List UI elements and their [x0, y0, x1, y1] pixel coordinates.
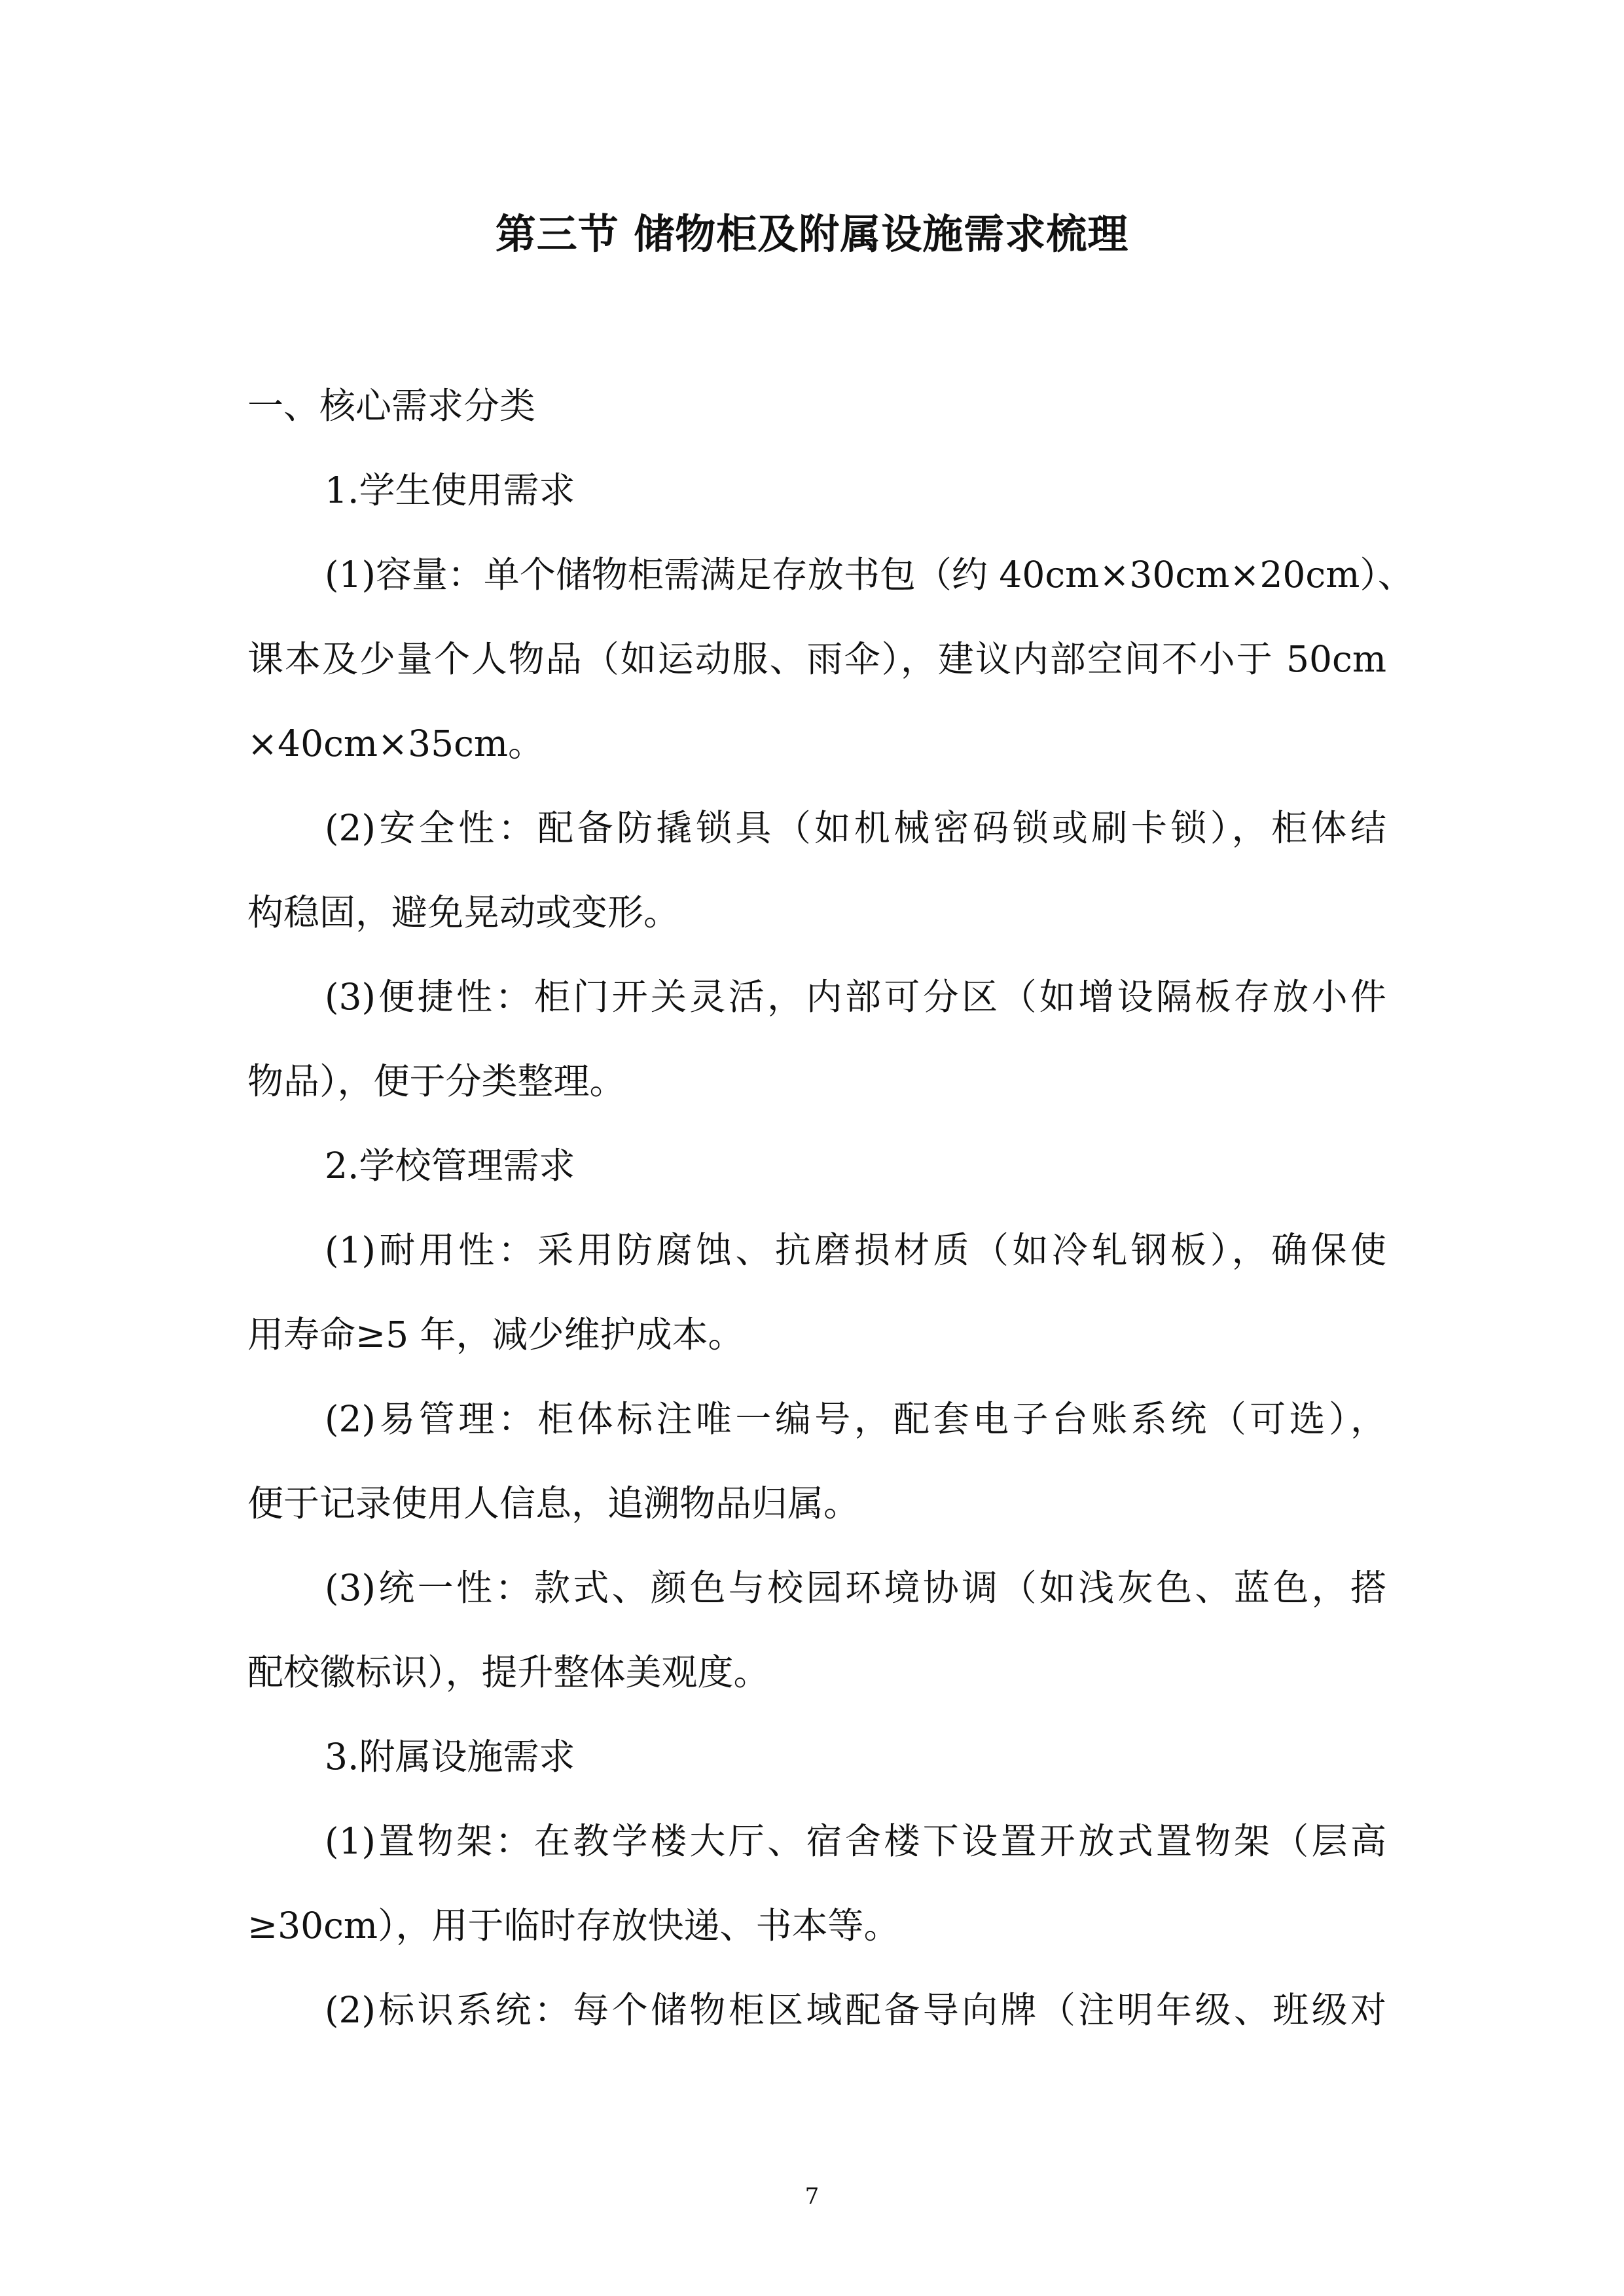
paragraph-line: (3)便捷性：柜门开关灵活，内部可分区（如增设隔板存放小件 [325, 976, 1386, 1018]
paragraph-line: (1)容量：单个储物柜需满足存放书包（约 40cm×30cm×20cm）、 [325, 554, 1414, 596]
paragraph-line: 物品），便于分类整理。 [247, 1060, 626, 1102]
paragraph-line: 便于记录使用人信息，追溯物品归属。 [247, 1482, 860, 1524]
section-title: 第三节 储物柜及附属设施需求梳理 [495, 210, 1129, 258]
paragraph-line: 课本及少量个人物品（如运动服、雨伞），建议内部空间不小于 50cm [247, 638, 1386, 680]
subheading-facility-needs: 3.附属设施需求 [325, 1736, 575, 1778]
page-number: 7 [804, 2183, 820, 2210]
paragraph-line: ≥30cm），用于临时存放快递、书本等。 [247, 1905, 900, 1946]
paragraph-line: (3)统一性：款式、颜色与校园环境协调（如浅灰色、蓝色，搭 [325, 1567, 1386, 1609]
paragraph-line: 用寿命≥5 年，减少维护成本。 [247, 1314, 744, 1355]
paragraph-line: 配校徽标识），提升整体美观度。 [247, 1651, 770, 1693]
paragraph-line: (2)安全性：配备防撬锁具（如机械密码锁或刷卡锁），柜体结 [325, 807, 1386, 849]
paragraph-line: (2)易管理：柜体标注唯一编号，配套电子台账系统（可选）， [325, 1398, 1386, 1440]
subheading-school-needs: 2.学校管理需求 [325, 1145, 575, 1187]
paragraph-line: 构稳固，避免晃动或变形。 [247, 891, 680, 933]
paragraph-line: ×40cm×35cm。 [247, 723, 545, 764]
body-text [247, 364, 1414, 2053]
subheading-student-needs: 1.学生使用需求 [325, 469, 575, 511]
paragraph-line: (1)耐用性：采用防腐蚀、抗磨损材质（如冷轧钢板），确保使 [325, 1229, 1386, 1271]
paragraph-line: (2)标识系统：每个储物柜区域配备导向牌（注明年级、班级对 [325, 1989, 1386, 2031]
heading-core-needs: 一、核心需求分类 [247, 385, 536, 427]
paragraph-line: (1)置物架：在教学楼大厅、宿舍楼下设置开放式置物架（层高 [325, 1820, 1386, 1862]
